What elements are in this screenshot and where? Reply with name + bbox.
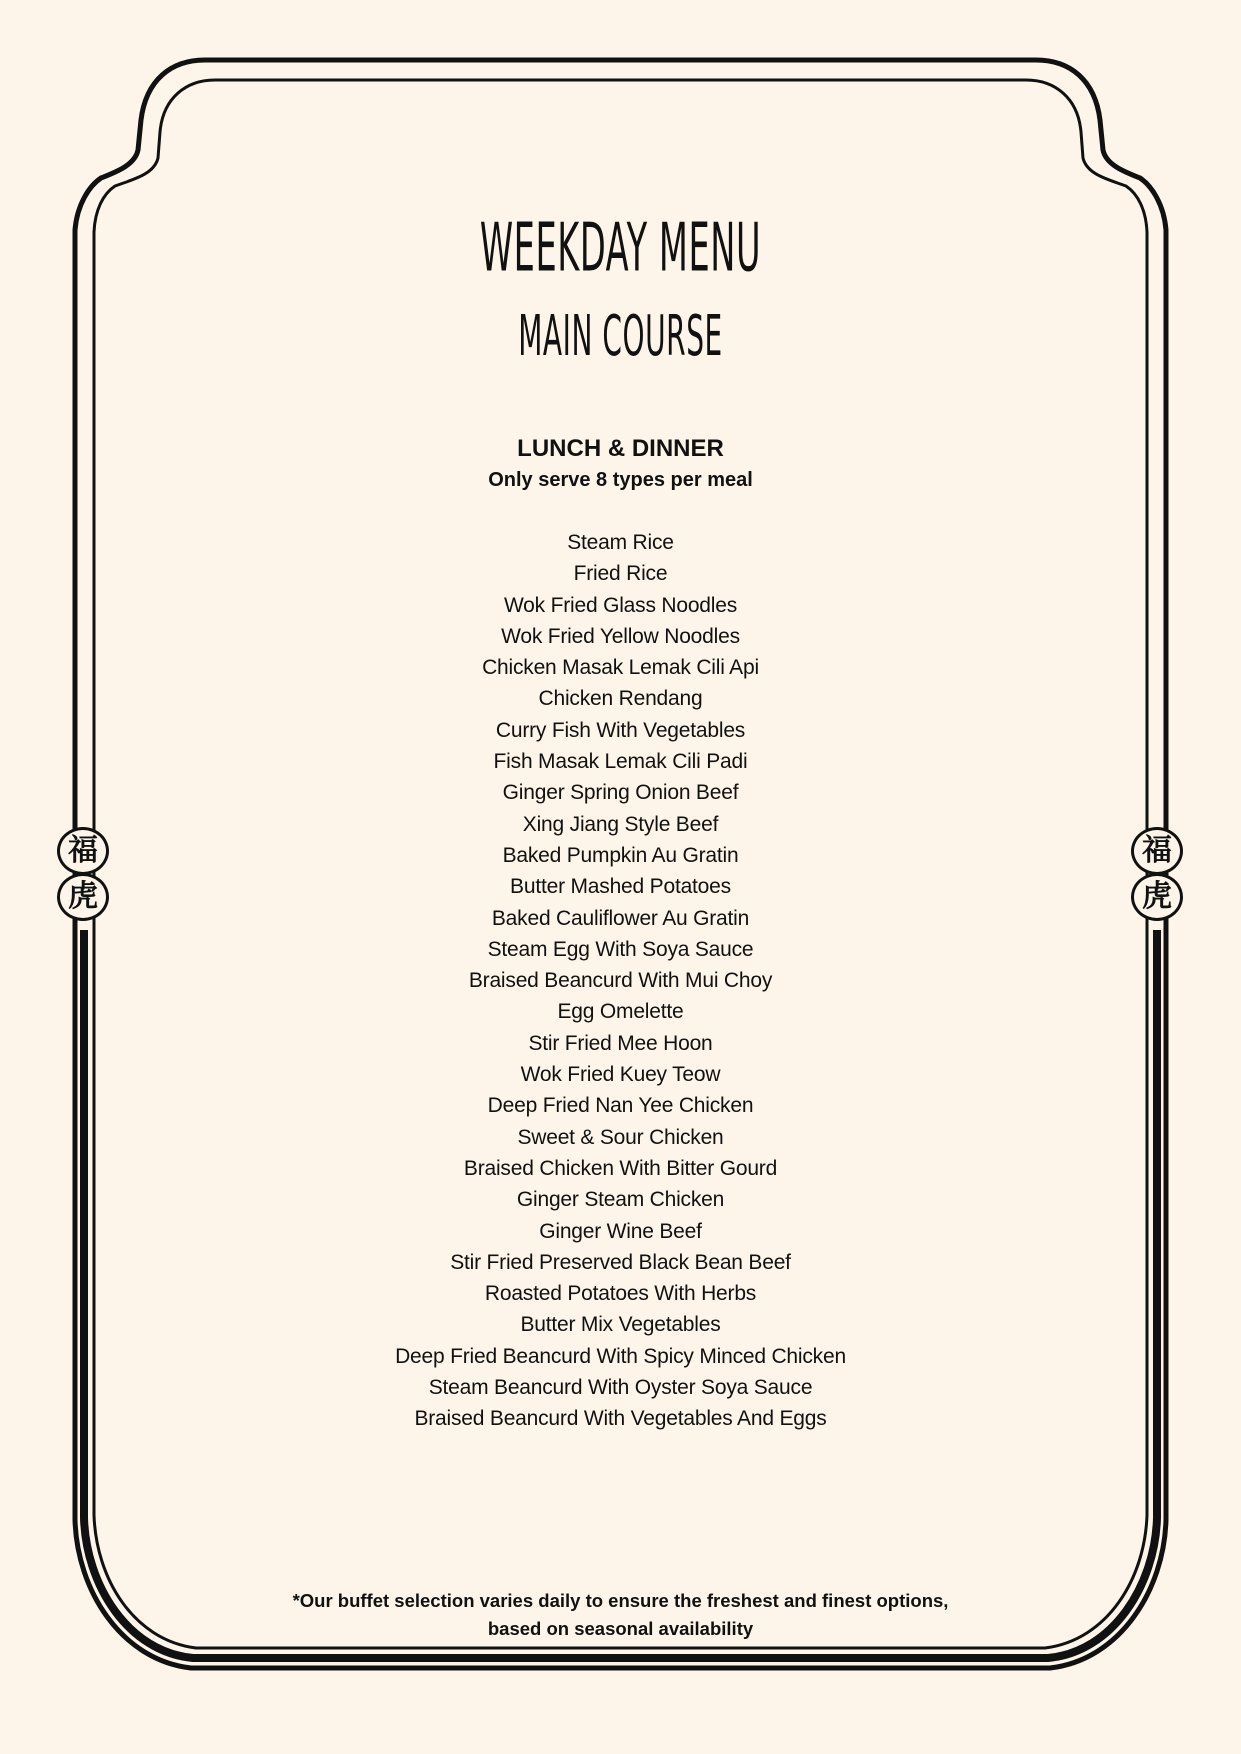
seal-character-fu: 福 (57, 827, 109, 875)
menu-item: Deep Fried Nan Yee Chicken (487, 1094, 754, 1118)
footnote-line-1: *Our buffet selection varies daily to ensure the freshest and finest options, (292, 1590, 949, 1611)
menu-item: Sweet & Sour Chicken (517, 1125, 724, 1149)
menu-item: Stir Fried Mee Hoon (528, 1031, 713, 1055)
section-note: Only serve 8 types per meal (488, 469, 753, 491)
menu-item: Chicken Rendang (538, 687, 703, 711)
menu-item: Steam Beancurd With Oyster Soya Sauce (428, 1376, 813, 1400)
seal-character-hu: 虎 (1131, 873, 1183, 921)
menu-item: Curry Fish With Vegetables (495, 718, 746, 742)
seal-character-hu: 虎 (57, 873, 109, 921)
menu-item: Ginger Wine Beef (539, 1219, 702, 1243)
page-subtitle: MAIN COURSE (518, 303, 723, 369)
menu-item: Roasted Potatoes With Herbs (484, 1282, 757, 1306)
menu-item: Fish Masak Lemak Cili Padi (493, 750, 748, 774)
menu-item: Stir Fried Preserved Black Bean Beef (450, 1250, 791, 1274)
page-title: WEEKDAY MENU (479, 208, 762, 288)
menu-item: Xing Jiang Style Beef (522, 812, 719, 836)
footnote-line-2: based on seasonal availability (487, 1618, 754, 1639)
menu-item: Egg Omelette (557, 1000, 684, 1024)
menu-item: Wok Fried Kuey Teow (520, 1063, 721, 1087)
menu-item: Steam Rice (567, 531, 674, 554)
menu-item-list (0, 527, 1241, 1435)
menu-item: Braised Beancurd With Vegetables And Eggs (414, 1407, 827, 1431)
menu-item: Butter Mashed Potatoes (510, 875, 731, 899)
menu-item: Fried Rice (573, 562, 668, 586)
menu-item: Wok Fried Glass Noodles (503, 593, 738, 617)
menu-item: Ginger Steam Chicken (516, 1188, 725, 1212)
menu-item: Steam Egg With Soya Sauce (487, 937, 754, 961)
menu-item: Baked Cauliflower Au Gratin (491, 906, 750, 930)
section-heading: LUNCH & DINNER (517, 435, 724, 462)
menu-item: Braised Chicken With Bitter Gourd (463, 1156, 778, 1180)
menu-item: Baked Pumpkin Au Gratin (502, 843, 739, 867)
menu-item: Butter Mix Vegetables (520, 1313, 721, 1337)
menu-item: Braised Beancurd With Mui Choy (468, 969, 773, 993)
menu-item: Wok Fried Yellow Noodles (501, 624, 740, 648)
menu-item: Chicken Masak Lemak Cili Api (482, 656, 759, 680)
menu-item: Ginger Spring Onion Beef (502, 781, 739, 805)
menu-item: Deep Fried Beancurd With Spicy Minced Chicken (395, 1344, 846, 1368)
seal-character-fu: 福 (1131, 827, 1183, 875)
